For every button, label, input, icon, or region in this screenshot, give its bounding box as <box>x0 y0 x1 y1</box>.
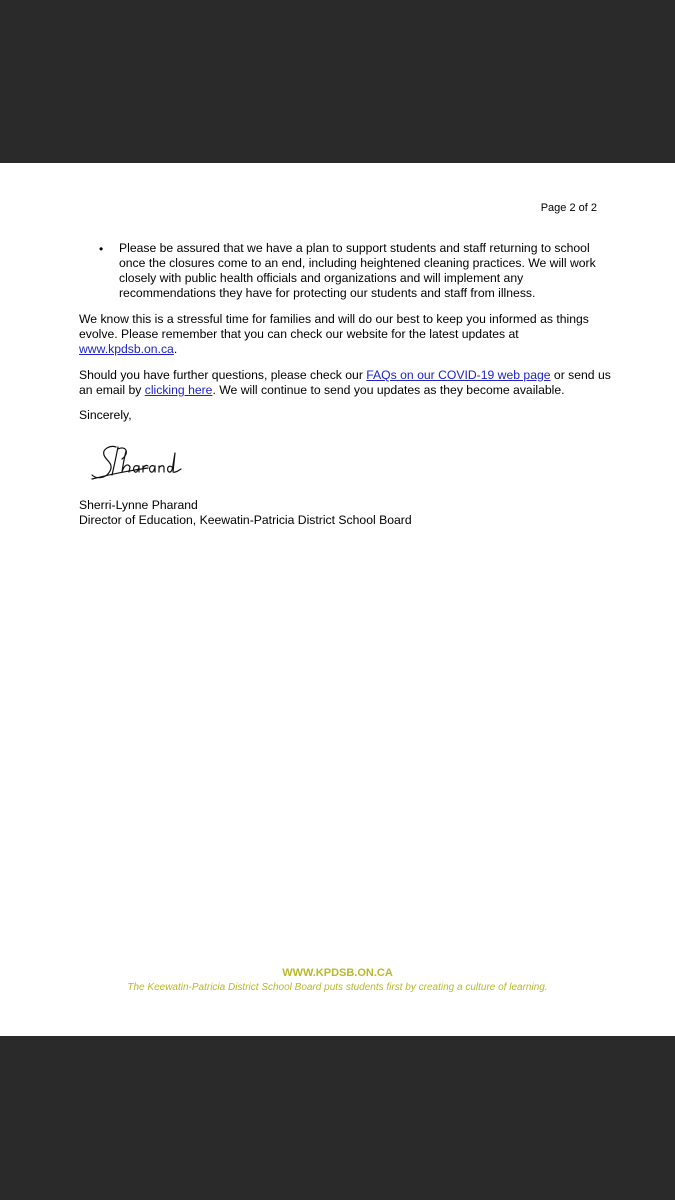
bullet-dot-icon: • <box>99 242 104 256</box>
page-number: Page 2 of 2 <box>540 202 597 214</box>
paragraph-updates <box>79 312 619 357</box>
signer-title: Director of Education, Keewatin-Patricia District School Board <box>79 513 412 527</box>
footer-url: WWW.KPDSB.ON.CA <box>282 967 393 979</box>
paragraph-questions-text-a: Should you have further questions, please check our <box>79 368 367 382</box>
paragraph-updates-text: We know this is a stressful time for families and will do our best to keep you informed as things evolve. Please remember that you can check our website for the latest updates at <box>79 312 589 341</box>
signer-name: Sherri-Lynne Pharand <box>79 498 198 512</box>
website-link[interactable]: www.kpdsb.on.ca <box>79 342 174 356</box>
email-link[interactable]: clicking here <box>144 383 213 397</box>
paragraph-updates-end: . <box>173 342 178 356</box>
document-page <box>0 163 675 1036</box>
paragraph-questions-text-c: . We will continue to send you updates as they become available. <box>212 383 565 397</box>
faq-link[interactable]: FAQs on our COVID-19 web page <box>366 368 551 382</box>
footer-tagline: The Keewatin-Patricia District School Board puts students first by creating a culture of learning. <box>127 982 548 993</box>
paragraph-questions-text-b: or send us an email by <box>79 368 611 397</box>
signature-image <box>88 441 198 483</box>
top-dark-bar <box>0 0 675 163</box>
paragraph-questions <box>79 368 619 398</box>
signer-block <box>79 498 619 528</box>
bottom-dark-bar <box>0 1036 675 1200</box>
closing: Sincerely, <box>79 408 132 422</box>
bullet-text: Please be assured that we have a plan to support students and staff returning to school once the closures come to an end, including heightened cleaning practices. We will work closely with public health officials and organizations and will implement any recommendations they have for protecting our students and staff from illness. <box>119 241 596 300</box>
